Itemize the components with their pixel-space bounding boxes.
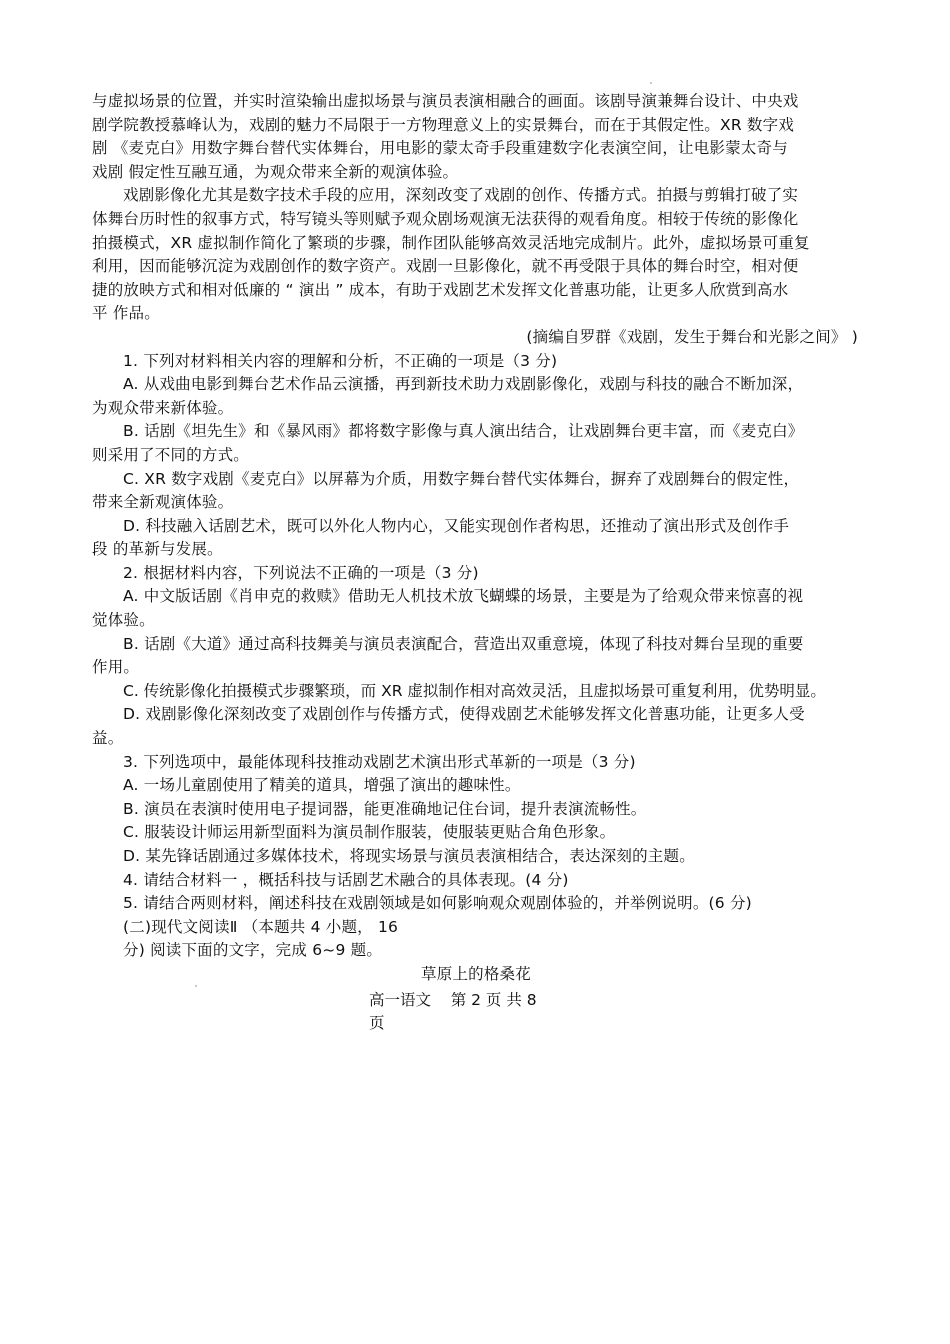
text-line: 体舞台历时性的叙事方式，特写镜头等则赋予观众剧场观演无法获得的观看角度。相较于传统的影像化: [92, 209, 799, 228]
option-d: D. 戏剧影像化深刻改变了戏剧创作与传播方式，使得戏剧艺术能够发挥文化普惠功能，让更多人受: [123, 705, 805, 724]
text-line: 拍摄模式，XR 虚拟制作简化了繁琐的步骤，制作团队能够高效灵活地完成制片。此外，虚拟场景可重复: [92, 233, 810, 252]
option-a-cont: 为观众带来新体验。: [92, 398, 234, 417]
text-line: 戏剧影像化尤其是数字技术手段的应用，深刻改变了戏剧的创作、传播方式。拍摄与剪辑打破了实: [123, 186, 799, 205]
question-5: 5. 请结合两则材料，阐述科技在戏剧领域是如何影响观众观剧体验的，并举例说明。(6 分): [123, 894, 752, 913]
option-a: A. 一场儿童剧使用了精美的道具，增强了演出的趣味性。: [123, 776, 521, 795]
option-a: A. 从戏曲电影到舞台艺术作品云演播，再到新技术助力戏剧影像化，戏剧与科技的融合不断加深，: [123, 375, 804, 394]
text-line: 平 作品。: [92, 304, 160, 323]
option-d: D. 某先锋话剧通过多媒体技术，将现实场景与演员表演相结合，表达深刻的主题。: [123, 847, 695, 865]
question-4: 4. 请结合材料一 ，概括科技与话剧艺术融合的具体表现。(4 分): [123, 870, 569, 889]
text-line: 剧学院教授慕峰认为，戏剧的魅力不局限于一方物理意义上的实景舞台，而在于其假定性。XR 数字戏: [92, 115, 795, 134]
option-c: C. 传统影像化拍摄模式步骤繁琐，而 XR 虚拟制作相对高效灵活，且虚拟场景可重复利用，优势明显。: [123, 681, 826, 700]
option-c-cont: 带来全新观演体验。: [92, 493, 234, 512]
text-line: 戏剧 假定性互融互通，为观众带来全新的观演体验。: [92, 162, 459, 181]
text-line: 利用，因而能够沉淀为戏剧创作的数字资产。戏剧一旦影像化，就不再受限于具体的舞台时空，相对便: [92, 257, 799, 276]
option-b-cont: 作用。: [92, 658, 140, 677]
question-stem: 3. 下列选项中，最能体现科技推动戏剧艺术演出形式革新的一项是（3 分): [123, 752, 636, 771]
option-b-cont: 则采用了不同的方式。: [92, 445, 250, 464]
section-heading: [92, 916, 860, 963]
option-b: B. 话剧《大道》通过高科技舞美与演员表演配合，营造出双重意境，体现了科技对舞台呈现的重要: [123, 634, 804, 653]
text-line: 捷的放映方式和相对低廉的 “ 演出 ” 成本，有助于戏剧艺术发挥文化普惠功能，让更多人欣赏到高水: [92, 280, 789, 299]
question-stem: 2. 根据材料内容，下列说法不正确的一项是（3 分): [123, 563, 479, 582]
question-stem: 1. 下列对材料相关内容的理解和分析，不正确的一项是（3 分): [123, 351, 558, 370]
story-title: 草原上的格桑花: [421, 964, 531, 983]
option-d-cont: 段 的革新与发展。: [92, 540, 223, 559]
text-line: 与虚拟场景的位置，并实时渲染输出虚拟场景与演员表演相融合的画面。该剧导演兼舞台设计、中央戏: [92, 92, 799, 110]
footer-line: 页: [369, 1014, 385, 1032]
question-2: [92, 562, 860, 751]
question-3: [92, 751, 860, 869]
option-c: C. XR 数字戏剧《麦克白》以屏幕为介质，用数字舞台替代实体舞台，摒弃了戏剧舞台的假定性，: [123, 469, 800, 488]
option-c: C. 服装设计师运用新型面料为演员制作服装，使服装更贴合角色形象。: [123, 823, 616, 842]
option-a-cont: 觉体验。: [92, 611, 155, 630]
passage-paragraph-1: [92, 90, 860, 184]
option-d-cont: 益。: [92, 729, 124, 748]
section-line: (二)现代文阅读Ⅱ （本题共 4 小题， 16: [123, 917, 399, 936]
footer-line: 高一语文 第 2 页 共 8: [369, 991, 537, 1009]
question-1: [92, 350, 860, 562]
scan-speck: [650, 82, 652, 84]
passage-paragraph-2: [92, 184, 860, 326]
option-b: B. 话剧《坦先生》和《暴风雨》都将数字影像与真人演出结合，让戏剧舞台更丰富，而《麦克白》: [123, 422, 804, 441]
passage-source: (摘编自罗群《戏剧，发生于舞台和光影之间》 ): [526, 327, 858, 346]
option-a: A. 中文版话剧《肖申克的救赎》借助无人机技术放飞蝴蝶的场景，主要是为了给观众带来惊喜的视: [123, 587, 804, 606]
option-b: B. 演员在表演时使用电子提词器，能更准确地记住台词，提升表演流畅性。: [123, 799, 647, 818]
text-line: 剧 《麦克白》用数字舞台替代实体舞台，用电影的蒙太奇手段重建数字化表演空间，让电影蒙太奇与: [92, 139, 788, 158]
option-d: D. 科技融入话剧艺术，既可以外化人物内心，又能实现创作者构思，还推动了演出形式及创作手: [123, 516, 790, 535]
section-line: 分) 阅读下面的文字，完成 6~9 题。: [123, 941, 383, 960]
document-body: [92, 90, 860, 987]
page-footer: [369, 989, 559, 1035]
